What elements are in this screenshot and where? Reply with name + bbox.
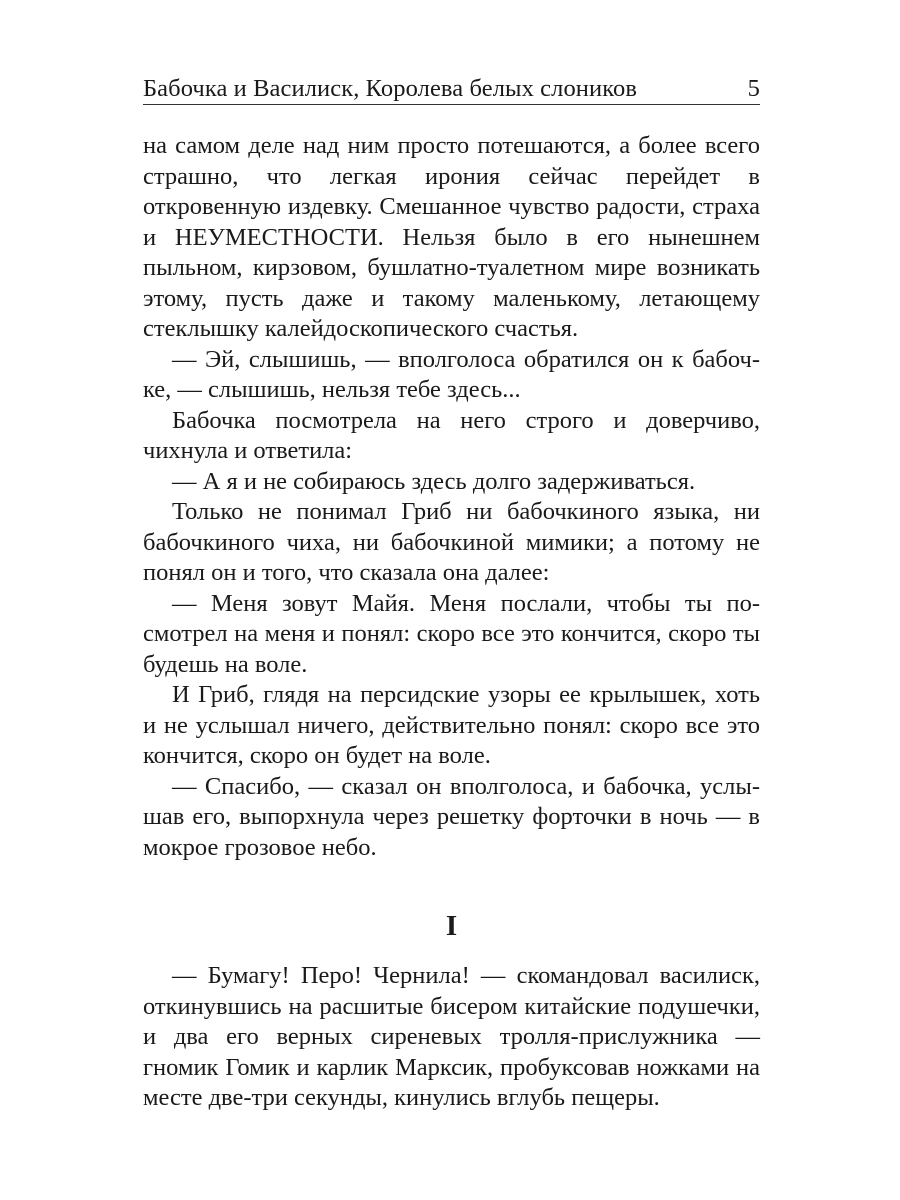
header-rule (143, 104, 760, 105)
chapter-text (143, 961, 760, 1114)
paragraph: Бабочка посмотрела на него строго и доверчиво, чихнула и ответила: (143, 406, 760, 464)
paragraph: на самом деле над ним просто потешаются, а более всего страшно, что легкая ирония сейчас перейдет в откровенную издевку. Смешанное чувство радости, страха и НЕУМЕСТНОСТИ. Нельзя было в его нынешнем пыльном, кирзовом, бушлатно-туалетном мире возникать этому, пусть даже и такому маленькому, летающему стеклышку калейдоскопического счастья. (143, 132, 760, 342)
paragraph: И Гриб, глядя на персидские узоры ее крылышек, хоть и не услышал ничего, действительно понял: скоро все это кончится, скоро он будет на воле. (143, 681, 760, 769)
paragraph: Только не понимал Гриб ни бабочкиного языка, ни бабочкиного чиха, ни бабочкиной мимики; а потому не понял он и того, что сказала она далее: (143, 498, 760, 586)
paragraph: — Бумагу! Перо! Чернила! — скомандовал василиск, откинувшись на расшитые бисером китайские подушечки, и два его верных сиреневых тролля-прислужника — гномик Гомик и карлик Марксик, пробуксовав ножками на месте две-три секунды, кинулись вглубь пещеры. (143, 962, 760, 1111)
paragraph: — Эй, слышишь, — вполголоса обратился он к бабочке, — слышишь, нельзя тебе здесь... (143, 345, 760, 403)
page-number: 5 (747, 75, 760, 102)
paragraph: — А я и не собираюсь здесь долго задерживаться. (172, 467, 696, 495)
running-header (143, 67, 760, 103)
chapter-heading: I (445, 910, 458, 942)
paragraph: — Спасибо, — сказал он вполголоса, и бабочка, услышав его, выпорхнула через решетку форточки в ночь — в мокрое грозовое небо. (143, 772, 760, 861)
running-title: Бабочка и Василиск, Королева белых слоников (143, 75, 638, 102)
book-page (143, 0, 760, 1200)
paragraph: — Меня зовут Майя. Меня послали, чтобы ты посмотрел на меня и понял: скоро все это кончится, скоро ты будешь на воле. (143, 589, 760, 678)
body-text (143, 131, 760, 863)
